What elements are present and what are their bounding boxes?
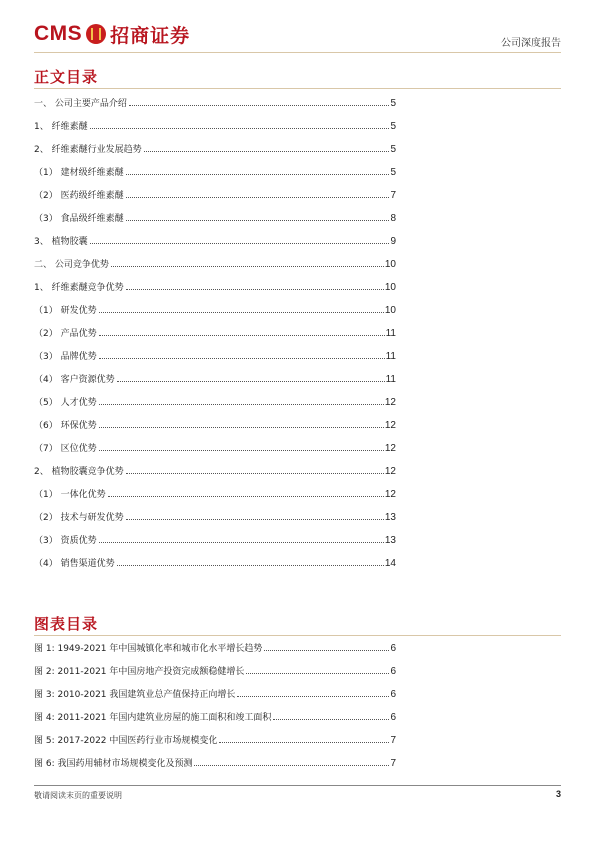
toc-entry-page-number: 10: [384, 305, 396, 316]
dot-leader: [117, 565, 384, 566]
figures-list: [34, 641, 396, 779]
toc-entry-page-number: 7: [390, 190, 396, 201]
footer-divider: [34, 785, 561, 786]
toc-entry[interactable]: [34, 372, 396, 395]
figure-entry-label: 图 5: 2017-2022 中国医药行业市场规模变化: [34, 736, 218, 746]
dot-leader: [126, 289, 384, 290]
toc-entry-label: 2、 植物胶囊竞争优势: [34, 467, 124, 477]
toc-entry[interactable]: [34, 418, 396, 441]
dot-leader: [108, 496, 384, 497]
toc-entry[interactable]: [34, 510, 396, 533]
toc-entry-label: 2、 纤维素醚行业发展趋势: [34, 145, 142, 155]
toc-title: 正文目录: [34, 68, 99, 86]
dot-leader: [117, 381, 385, 382]
dot-leader: [99, 450, 384, 451]
dot-leader: [99, 358, 385, 359]
toc-entry-page-number: 14: [384, 558, 396, 569]
figure-entry-label: 图 2: 2011-2021 年中国房地产投资完成额稳健增长: [34, 667, 245, 677]
dot-leader: [99, 427, 384, 428]
figure-entry[interactable]: [34, 756, 396, 779]
dot-leader: [194, 765, 389, 766]
logo-latin-text: CMS: [34, 22, 83, 45]
dot-leader: [129, 105, 390, 106]
company-logo: [34, 20, 190, 48]
toc-entry[interactable]: [34, 142, 396, 165]
toc-entry-page-number: 12: [384, 466, 396, 477]
toc-entry[interactable]: [34, 211, 396, 234]
page-number: 3: [555, 789, 561, 799]
dot-leader: [99, 542, 384, 543]
logo-emblem-icon: [86, 24, 106, 44]
toc-entry-page-number: 8: [390, 213, 396, 224]
figure-entry-page-number: 6: [390, 712, 396, 723]
dot-leader: [126, 174, 390, 175]
dot-leader: [111, 266, 384, 267]
toc-entry-page-number: 13: [384, 535, 396, 546]
dot-leader: [273, 719, 389, 720]
toc-entry-label: （1） 建材级纤维素醚: [34, 168, 124, 178]
logo-chinese-text: 招商证券: [110, 24, 191, 47]
figure-entry-page-number: 6: [390, 643, 396, 654]
toc-entry-page-number: 12: [384, 489, 396, 500]
toc-list: [34, 96, 396, 579]
toc-entry-page-number: 11: [385, 351, 396, 362]
toc-entry-label: （2） 医药级纤维素醚: [34, 191, 124, 201]
disclaimer-note: 敬请阅读末页的重要说明: [34, 791, 122, 800]
toc-entry-page-number: 11: [385, 374, 396, 385]
toc-entry-label: （6） 环保优势: [34, 421, 97, 431]
toc-entry[interactable]: [34, 165, 396, 188]
figure-entry-label: 图 6: 我国药用辅材市场规模变化及预测: [34, 759, 193, 769]
figure-entry[interactable]: [34, 687, 396, 710]
toc-entry-label: （3） 品牌优势: [34, 352, 97, 362]
toc-entry-page-number: 13: [384, 512, 396, 523]
toc-entry[interactable]: [34, 280, 396, 303]
figure-entry[interactable]: [34, 641, 396, 664]
figure-entry-page-number: 6: [390, 666, 396, 677]
dot-leader: [264, 650, 389, 651]
toc-entry-page-number: 9: [390, 236, 396, 247]
figures-title-divider: [34, 635, 561, 636]
figure-entry[interactable]: [34, 664, 396, 687]
toc-entry-label: （7） 区位优势: [34, 444, 97, 454]
toc-entry[interactable]: [34, 303, 396, 326]
toc-entry-page-number: 10: [384, 282, 396, 293]
toc-entry-page-number: 5: [390, 144, 396, 155]
dot-leader: [99, 404, 384, 405]
dot-leader: [219, 742, 389, 743]
toc-entry-label: （1） 一体化优势: [34, 490, 106, 500]
toc-entry-label: （5） 人才优势: [34, 398, 97, 408]
dot-leader: [90, 128, 390, 129]
header-divider: [34, 52, 561, 53]
toc-entry-page-number: 12: [384, 420, 396, 431]
figure-entry-label: 图 4: 2011-2021 年国内建筑业房屋的施工面积和竣工面积: [34, 713, 272, 723]
figure-entry[interactable]: [34, 710, 396, 733]
dot-leader: [126, 220, 390, 221]
toc-entry-label: （1） 研发优势: [34, 306, 97, 316]
figure-entry[interactable]: [34, 733, 396, 756]
figures-title: 图表目录: [34, 615, 99, 633]
toc-entry-label: （4） 客户资源优势: [34, 375, 115, 385]
dot-leader: [99, 335, 385, 336]
toc-entry[interactable]: [34, 349, 396, 372]
dot-leader: [126, 473, 384, 474]
toc-title-divider: [34, 88, 561, 89]
toc-entry[interactable]: [34, 234, 396, 257]
toc-entry[interactable]: [34, 96, 396, 119]
dot-leader: [99, 312, 384, 313]
toc-entry-label: 一、 公司主要产品介绍: [34, 99, 127, 109]
toc-entry[interactable]: [34, 464, 396, 487]
toc-entry-label: （2） 技术与研发优势: [34, 513, 124, 523]
toc-entry-page-number: 12: [384, 397, 396, 408]
dot-leader: [246, 673, 389, 674]
toc-entry[interactable]: [34, 257, 396, 280]
figure-entry-page-number: 7: [390, 758, 396, 769]
toc-entry[interactable]: [34, 119, 396, 142]
toc-entry[interactable]: [34, 556, 396, 579]
toc-entry-label: 1、 纤维素醚: [34, 122, 88, 132]
toc-entry-page-number: 5: [390, 121, 396, 132]
toc-entry-label: 二、 公司竞争优势: [34, 260, 109, 270]
toc-entry-page-number: 12: [384, 443, 396, 454]
toc-entry[interactable]: [34, 395, 396, 418]
report-type-label: 公司深度报告: [501, 38, 561, 49]
figure-entry-label: 图 3: 2010-2021 我国建筑业总产值保持正向增长: [34, 690, 236, 700]
toc-entry-page-number: 11: [385, 328, 396, 339]
toc-entry-label: 1、 纤维素醚竞争优势: [34, 283, 124, 293]
toc-entry[interactable]: [34, 533, 396, 556]
toc-entry-label: 3、 植物胶囊: [34, 237, 88, 247]
dot-leader: [237, 696, 389, 697]
toc-entry-page-number: 10: [384, 259, 396, 270]
toc-entry-label: （3） 食品级纤维素醚: [34, 214, 124, 224]
figure-entry-page-number: 6: [390, 689, 396, 700]
toc-entry-label: （3） 资质优势: [34, 536, 97, 546]
toc-entry[interactable]: [34, 188, 396, 211]
figure-entry-label: 图 1: 1949-2021 年中国城镇化率和城市化水平增长趋势: [34, 644, 263, 654]
toc-entry-label: （2） 产品优势: [34, 329, 97, 339]
figure-entry-page-number: 7: [390, 735, 396, 746]
dot-leader: [144, 151, 390, 152]
toc-entry[interactable]: [34, 487, 396, 510]
dot-leader: [126, 197, 390, 198]
dot-leader: [126, 519, 384, 520]
page-header: [34, 18, 561, 52]
toc-entry-label: （4） 销售渠道优势: [34, 559, 115, 569]
toc-entry[interactable]: [34, 326, 396, 349]
dot-leader: [90, 243, 390, 244]
toc-entry[interactable]: [34, 441, 396, 464]
toc-entry-page-number: 5: [390, 167, 396, 178]
toc-entry-page-number: 5: [390, 98, 396, 109]
